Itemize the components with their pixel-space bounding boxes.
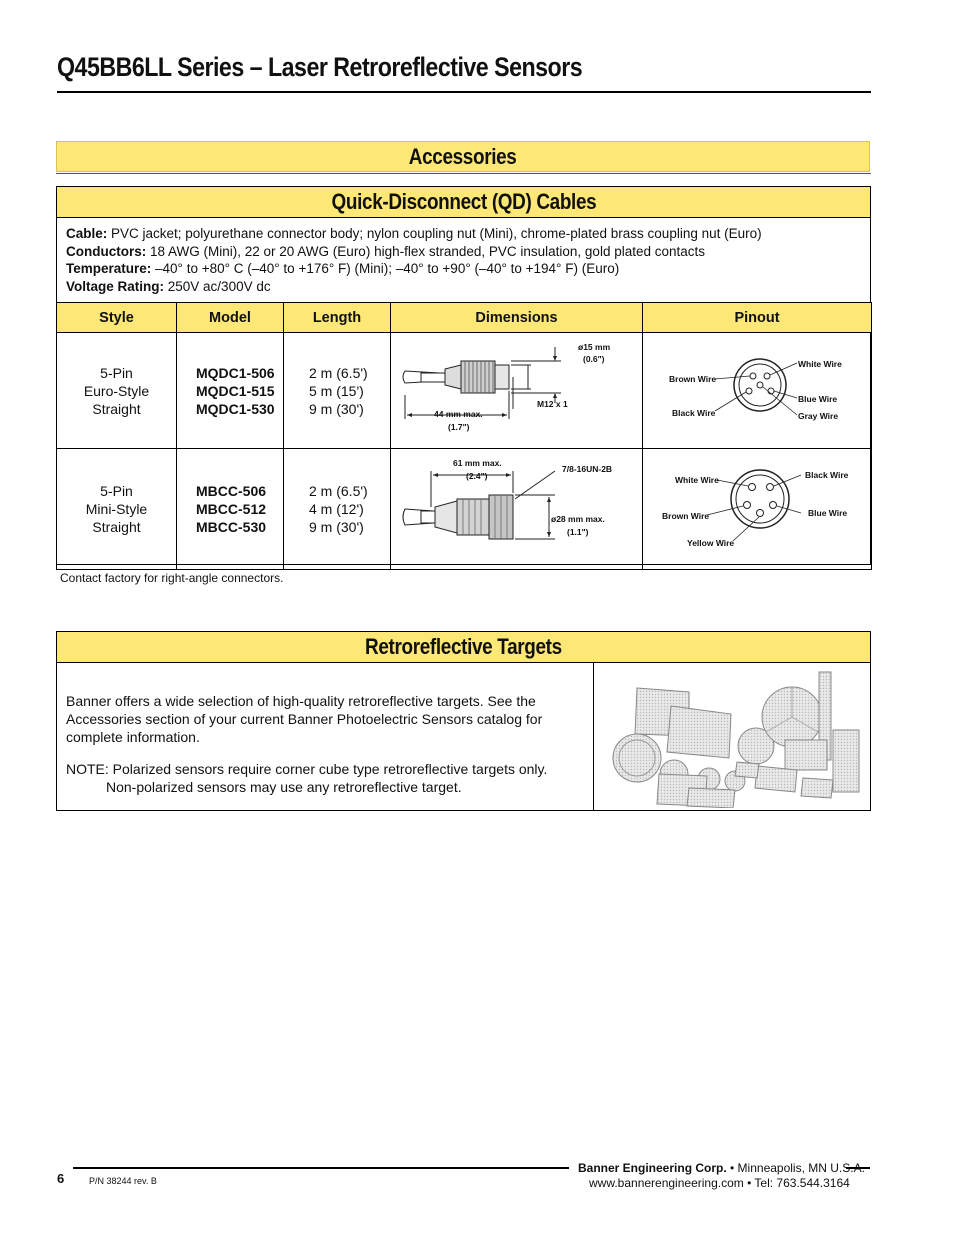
dimensions-cell bbox=[391, 449, 643, 570]
dim-diameter-in: (0.6") bbox=[583, 354, 605, 364]
spec-value: 18 AWG (Mini), 22 or 20 AWG (Euro) high-flex stranded, PVC insulation, gold plated contacts bbox=[146, 243, 706, 259]
style-line: 5-Pin bbox=[100, 483, 133, 499]
qd-cables-header bbox=[57, 187, 870, 218]
cables-table bbox=[56, 302, 872, 570]
retroreflective-targets-image bbox=[597, 666, 865, 808]
style-line: 5-Pin bbox=[100, 364, 133, 381]
spec-temperature bbox=[66, 260, 861, 278]
pin-label-black: Black Wire bbox=[672, 408, 716, 418]
company-name: Banner Engineering Corp. bbox=[578, 1161, 727, 1175]
cable-length: 9 m (30') bbox=[309, 519, 364, 535]
pin-label-black: Black Wire bbox=[805, 470, 849, 480]
table-row bbox=[57, 333, 872, 449]
model-number: MBCC-506 bbox=[196, 483, 267, 499]
style-line: Mini-Style bbox=[85, 501, 148, 517]
style-line: Straight bbox=[92, 400, 141, 417]
section-title: Accessories bbox=[409, 144, 517, 169]
footer-rule bbox=[73, 1167, 569, 1169]
model-number: MQDC1-530 bbox=[196, 400, 275, 417]
targets-header bbox=[57, 632, 870, 663]
dim-length-in: (1.7") bbox=[448, 422, 470, 432]
pin-label-brown: Brown Wire bbox=[669, 374, 717, 384]
targets-description bbox=[66, 692, 576, 796]
qd-cables-box bbox=[56, 186, 871, 565]
cable-length: 9 m (30') bbox=[309, 400, 364, 417]
spec-voltage bbox=[66, 278, 861, 296]
style-cell bbox=[57, 449, 177, 570]
spec-value: –40° to +80° C (–40° to +176° F) (Mini); –40° to +90° (–40° to +194° F) (Euro) bbox=[151, 261, 620, 276]
pin-label-white: White Wire bbox=[675, 475, 719, 485]
spec-value: PVC jacket; polyurethane connector body; nylon coupling nut (Mini), chrome-plated brass coupling nut (Euro) bbox=[107, 226, 762, 241]
euro-connector-drawing bbox=[391, 333, 641, 444]
dim-thread: 7/8-16UN-2B bbox=[562, 464, 613, 474]
title-rule bbox=[57, 91, 871, 93]
spec-conductors bbox=[66, 243, 861, 261]
dim-diameter: ø15 mm bbox=[578, 342, 611, 352]
spec-label: Cable: bbox=[66, 226, 108, 241]
mini-connector-drawing bbox=[391, 449, 641, 565]
pin-label-white: White Wire bbox=[798, 359, 842, 369]
table-header-row bbox=[57, 303, 872, 333]
cable-length: 5 m (15') bbox=[309, 382, 364, 399]
col-pinout: Pinout bbox=[643, 303, 872, 333]
targets-divider bbox=[593, 662, 594, 810]
targets-paragraph: Banner offers a wide selection of high-quality retroreflective targets. See the Accessories section of your current Banner Photoelectric Sensors catalog for complete information. bbox=[66, 693, 543, 745]
col-dimensions: Dimensions bbox=[391, 303, 643, 333]
model-cell bbox=[177, 449, 284, 570]
cable-length: 4 m (12') bbox=[309, 501, 364, 517]
dim-length: 44 mm max. bbox=[434, 409, 483, 419]
targets-box bbox=[56, 631, 871, 811]
style-line: Euro-Style bbox=[83, 382, 150, 399]
pin-label-blue: Blue Wire bbox=[798, 394, 838, 404]
targets-note: NOTE: Polarized sensors require corner cube type retroreflective targets only. Non-polarized sensors may use any retroreflective target. bbox=[66, 761, 548, 795]
model-cell bbox=[177, 333, 284, 449]
targets-photo bbox=[597, 666, 865, 813]
spec-label: Voltage Rating: bbox=[66, 278, 165, 294]
mini-pinout-diagram bbox=[643, 449, 870, 565]
section-band-accessories bbox=[56, 141, 870, 172]
model-number: MBCC-530 bbox=[196, 519, 267, 535]
spec-label: Conductors: bbox=[66, 243, 147, 259]
spec-cable bbox=[66, 225, 861, 243]
qd-cables-title: Quick-Disconnect (QD) Cables bbox=[331, 189, 596, 214]
col-length: Length bbox=[284, 303, 391, 333]
col-style: Style bbox=[57, 303, 177, 333]
cable-specs bbox=[57, 218, 870, 295]
dim-length: 61 mm max. bbox=[453, 458, 502, 468]
dimensions-cell bbox=[391, 333, 643, 449]
contact-line: www.bannerengineering.com • Tel: 763.544.3164 bbox=[589, 1176, 850, 1190]
dim-thread: M12 x 1 bbox=[537, 399, 568, 409]
targets-title: Retroreflective Targets bbox=[365, 634, 562, 659]
page-title: Q45BB6LL Series – Laser Retroreflective Sensors bbox=[57, 52, 583, 82]
model-number: MQDC1-506 bbox=[196, 364, 275, 381]
spec-value: 250V ac/300V dc bbox=[164, 278, 271, 294]
page-number: 6 bbox=[57, 1171, 65, 1186]
pinout-cell bbox=[643, 449, 872, 570]
style-line: Straight bbox=[92, 519, 141, 535]
company-location: • Minneapolis, MN U.S.A. bbox=[726, 1161, 865, 1175]
pinout-cell bbox=[643, 333, 872, 449]
length-cell bbox=[284, 449, 391, 570]
length-cell bbox=[284, 333, 391, 449]
table-row bbox=[57, 449, 872, 570]
part-number: P/N 38244 rev. B bbox=[89, 1176, 157, 1186]
pin-label-brown: Brown Wire bbox=[662, 511, 710, 521]
right-angle-note: Contact factory for right-angle connectors. bbox=[60, 571, 284, 585]
dim-length-in: (2.4") bbox=[466, 471, 488, 481]
pin-label-blue: Blue Wire bbox=[808, 508, 848, 518]
euro-pinout-diagram bbox=[643, 333, 870, 444]
spec-label: Temperature: bbox=[66, 261, 152, 276]
pin-label-yellow: Yellow Wire bbox=[687, 538, 735, 548]
cable-length: 2 m (6.5') bbox=[309, 364, 368, 381]
cable-length: 2 m (6.5') bbox=[309, 483, 368, 499]
model-number: MBCC-512 bbox=[196, 501, 267, 517]
col-model: Model bbox=[177, 303, 284, 333]
section-rule bbox=[56, 173, 871, 174]
company-line bbox=[578, 1161, 865, 1175]
pin-label-gray: Gray Wire bbox=[798, 411, 839, 421]
dim-diameter-in: (1.1") bbox=[567, 527, 589, 537]
model-number: MQDC1-515 bbox=[196, 382, 275, 399]
style-cell bbox=[57, 333, 177, 449]
dim-diameter: ø28 mm max. bbox=[551, 514, 605, 524]
